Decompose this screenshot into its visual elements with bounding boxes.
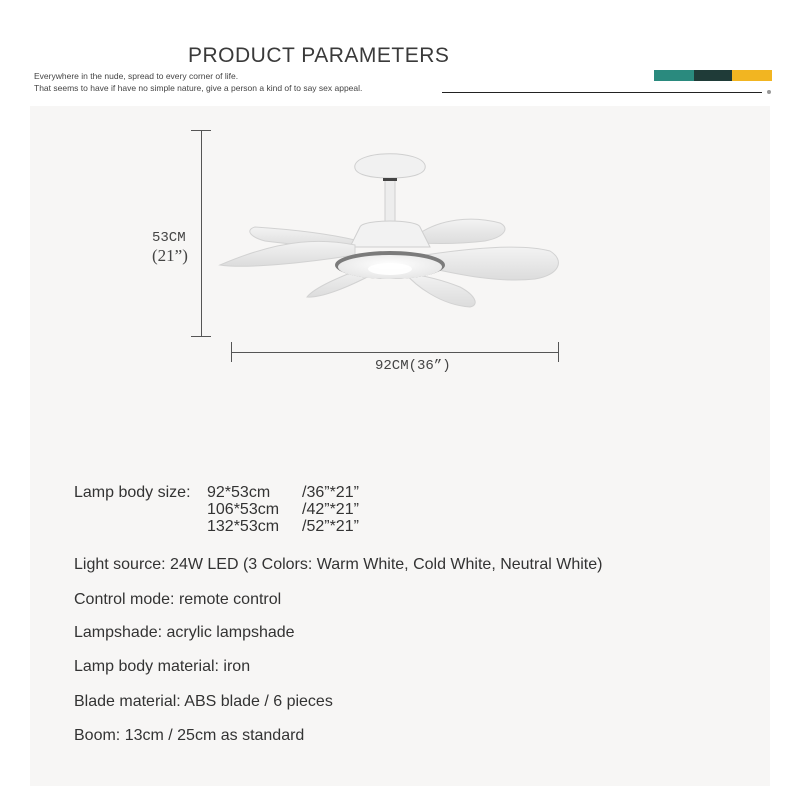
accent-bar-yellow <box>732 70 772 81</box>
height-dimension-line <box>201 130 202 336</box>
width-dimension-line <box>231 352 559 353</box>
accent-bar-dark <box>694 70 732 81</box>
ceiling-fan-illustration <box>215 145 565 315</box>
header-rule-dot <box>767 90 771 94</box>
spec-size-inch-3: /52”*21” <box>302 518 359 535</box>
width-dimension-cap-left <box>231 342 232 362</box>
fan-blade-right-lower <box>405 273 475 307</box>
spec-light-source: Light source: 24W LED (3 Colors: Warm White, Cold White, Neutral White) <box>74 556 603 573</box>
height-inch-label: (21”) <box>152 246 188 265</box>
width-dimension-cap-right <box>558 342 559 362</box>
spec-size-label: Lamp body size: <box>74 484 191 501</box>
header-rule <box>442 92 762 93</box>
fan-blade-left-upper <box>220 241 355 266</box>
spec-boom: Boom: 13cm / 25cm as standard <box>74 727 305 744</box>
subtitle-line-2: That seems to have if have no simple nature, give a person a kind of to say sex appeal. <box>34 83 363 93</box>
spec-size-inch-2: /42”*21” <box>302 501 359 518</box>
spec-blade-material: Blade material: ABS blade / 6 pieces <box>74 693 333 710</box>
height-dimension-cap-top <box>191 130 211 131</box>
fan-motor-housing <box>350 221 430 247</box>
height-dimension-cap-bottom <box>191 336 211 337</box>
fan-light-center <box>368 263 412 275</box>
fan-canopy <box>355 154 425 178</box>
spec-size-cm-1: 92*53cm <box>207 484 271 501</box>
subtitle-line-1: Everywhere in the nude, spread to every corner of life. <box>34 71 239 81</box>
spec-lampshade: Lampshade: acrylic lampshade <box>74 624 295 641</box>
width-label: 92CM(36”) <box>375 358 451 374</box>
spec-body-material: Lamp body material: iron <box>74 658 251 675</box>
spec-size-cm-3: 132*53cm <box>207 518 280 535</box>
spec-size-inch-1: /36”*21” <box>302 484 359 501</box>
fan-boom-rod <box>385 178 395 223</box>
fan-blade-right-upper <box>425 247 558 280</box>
fan-boom-collar <box>383 178 397 181</box>
accent-bar-teal <box>654 70 694 81</box>
page-title: PRODUCT PARAMETERS <box>188 44 450 67</box>
fan-blade-back-right <box>420 219 505 243</box>
color-accent-bars <box>654 70 772 81</box>
height-label: 53CM <box>152 230 186 246</box>
spec-control-mode: Control mode: remote control <box>74 591 282 608</box>
spec-size-cm-2: 106*53cm <box>207 501 280 518</box>
